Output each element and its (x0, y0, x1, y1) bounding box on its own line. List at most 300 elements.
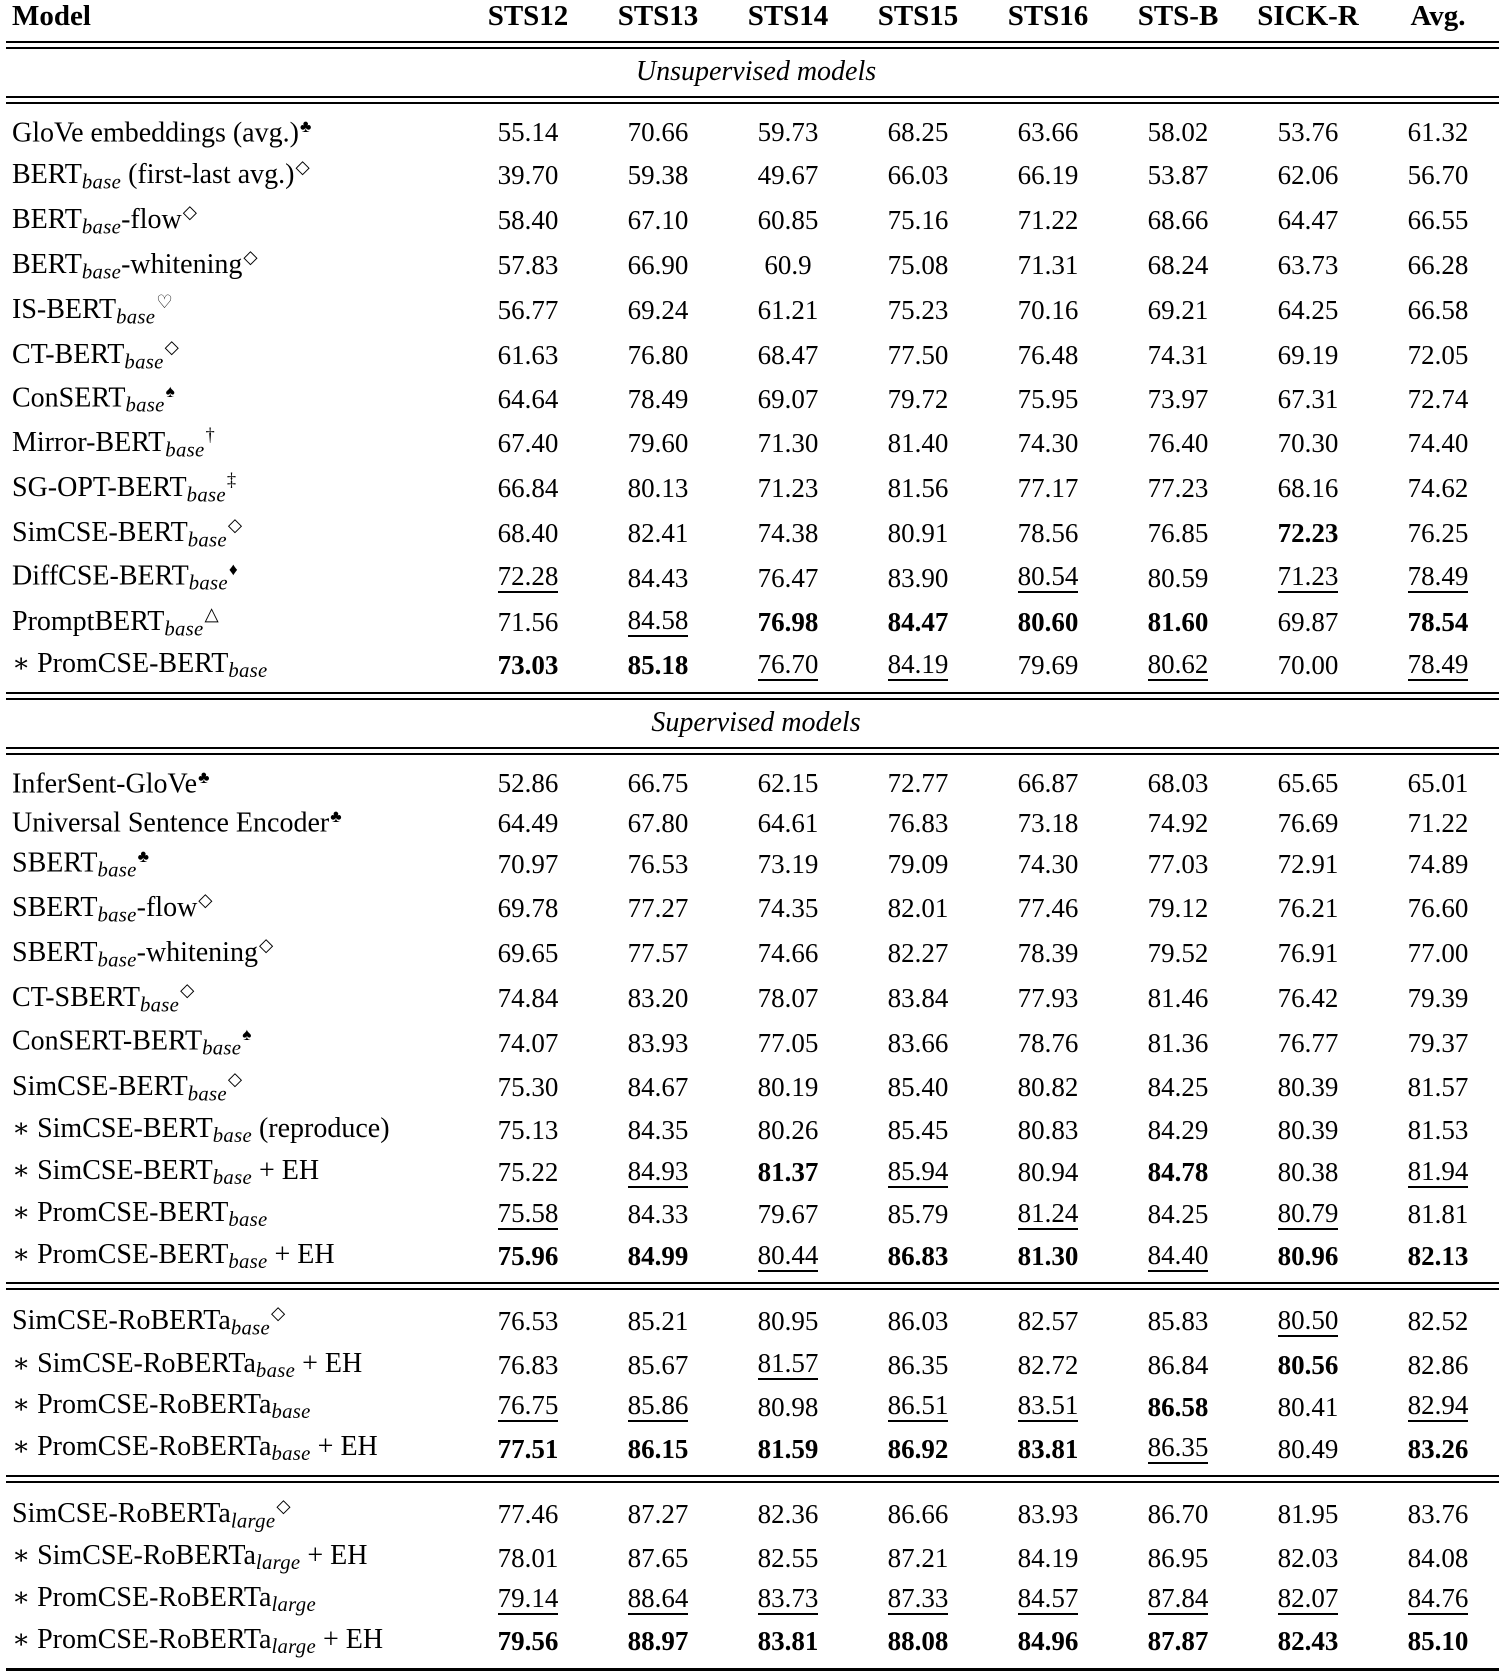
model-size-subscript: base (81, 260, 122, 283)
table-row (6, 113, 1499, 153)
model-name-text: SimCSE-RoBERTa (37, 1347, 256, 1379)
score-cell (596, 378, 726, 421)
model-name-text: DiffCSE-BERT (12, 560, 189, 592)
score-value: 79.56 (497, 1626, 559, 1657)
score-cell (726, 1194, 856, 1236)
model-size-subscript: base (228, 1208, 268, 1231)
model-name-text: SBERT (12, 937, 98, 969)
score-value: 83.81 (757, 1626, 819, 1657)
score-cell (1376, 931, 1499, 976)
score-value: 83.81 (1017, 1433, 1079, 1464)
score-cell (596, 1386, 726, 1428)
model-size-subscript: base (255, 1359, 296, 1382)
score-value: 78.01 (497, 1542, 559, 1573)
citation-marker-icon: ◇ (258, 935, 274, 956)
asterisk-icon: ∗ (12, 647, 31, 678)
model-name-text: InferSent-GloVe (12, 768, 198, 800)
score-value: 80.60 (1017, 606, 1079, 637)
score-value: 73.97 (1147, 384, 1209, 414)
score-cell (466, 931, 596, 976)
column-header-avg: Avg. (1410, 0, 1466, 32)
score-cell (466, 1428, 596, 1470)
score-cell (1246, 1492, 1376, 1537)
score-value: 74.40 (1407, 428, 1469, 459)
score-cell (986, 1537, 1116, 1579)
score-value: 55.14 (497, 117, 559, 148)
score-value: 79.69 (1017, 650, 1079, 681)
score-cell (726, 511, 856, 556)
score-value: 86.66 (887, 1499, 949, 1530)
score-value: 66.58 (1407, 294, 1469, 325)
model-size-subscript: base (228, 660, 268, 683)
score-value: 75.13 (497, 1115, 559, 1146)
model-name-cell (6, 1236, 466, 1278)
score-cell (1116, 243, 1246, 288)
score-value: 83.93 (627, 1027, 689, 1058)
score-cell (1376, 803, 1499, 843)
table-row (6, 976, 1499, 1021)
table-row (6, 466, 1499, 511)
score-cell (1246, 645, 1376, 687)
score-value: 85.18 (627, 650, 689, 681)
score-value: 82.41 (627, 518, 689, 549)
model-name-cell (6, 113, 466, 153)
score-cell (856, 1492, 986, 1537)
score-value: 84.67 (627, 1071, 689, 1102)
model-name-cell (6, 600, 466, 645)
score-value: 66.84 (497, 473, 559, 504)
model-name-text: SimCSE-BERT (37, 1154, 213, 1186)
score-value: 78.07 (757, 983, 819, 1014)
score-cell (1116, 1345, 1246, 1387)
score-cell (596, 764, 726, 804)
score-value: 64.64 (497, 384, 559, 414)
column-header-sts14: STS14 (747, 0, 829, 32)
section-label-unsupervised-models: Unsupervised models (635, 56, 877, 87)
score-cell (986, 1110, 1116, 1152)
score-value: 84.58 (627, 605, 689, 636)
score-value: 71.23 (1277, 561, 1339, 592)
score-cell (726, 1236, 856, 1278)
column-header-model: Model (12, 0, 91, 32)
score-cell (1116, 1621, 1246, 1663)
score-cell (1376, 1236, 1499, 1278)
score-value: 81.53 (1407, 1115, 1469, 1146)
score-cell (986, 1579, 1116, 1621)
score-value: 81.94 (1407, 1155, 1469, 1186)
score-cell (1246, 198, 1376, 243)
score-value: 67.10 (627, 204, 689, 235)
score-cell (1246, 1579, 1376, 1621)
score-value: 77.57 (627, 938, 689, 969)
score-cell (856, 288, 986, 333)
score-value: 74.84 (497, 983, 559, 1014)
score-cell (1376, 333, 1499, 378)
score-cell (1376, 421, 1499, 466)
score-cell (726, 1065, 856, 1110)
score-cell (1246, 1345, 1376, 1387)
model-size-subscript: base (212, 1166, 252, 1189)
model-name-text: PromCSE-RoBERTa (37, 1582, 272, 1614)
score-cell (856, 153, 986, 198)
score-value: 84.25 (1147, 1071, 1209, 1102)
score-value: 84.19 (1017, 1542, 1079, 1573)
score-value: 80.54 (1017, 561, 1079, 592)
score-value: 80.39 (1277, 1071, 1339, 1102)
score-cell (986, 645, 1116, 687)
section-label-row (6, 699, 1499, 748)
score-value: 75.95 (1017, 384, 1079, 414)
score-cell (1376, 1579, 1499, 1621)
score-value: 69.19 (1277, 339, 1339, 370)
score-cell (726, 1579, 856, 1621)
score-cell (466, 556, 596, 599)
score-value: 69.78 (497, 893, 559, 924)
score-value: 78.39 (1017, 938, 1079, 969)
score-cell (856, 1236, 986, 1278)
score-cell (726, 764, 856, 804)
score-value: 76.85 (1147, 518, 1209, 549)
score-cell (1246, 1537, 1376, 1579)
score-value: 81.56 (887, 473, 949, 504)
score-value: 80.62 (1147, 648, 1209, 679)
score-cell (1116, 803, 1246, 843)
model-name-text: SimCSE-BERT (37, 1112, 213, 1144)
score-cell (1116, 1492, 1246, 1537)
model-name-suffix: -whitening (121, 248, 243, 280)
score-value: 68.25 (887, 117, 949, 148)
score-cell (466, 1065, 596, 1110)
score-cell (986, 1428, 1116, 1470)
score-cell (1246, 1110, 1376, 1152)
citation-marker-icon: ◇ (276, 1496, 291, 1517)
score-cell (1246, 1299, 1376, 1344)
model-name-cell (6, 1299, 466, 1344)
score-value: 62.15 (757, 768, 819, 798)
score-value: 86.35 (1147, 1432, 1209, 1463)
asterisk-icon: ∗ (12, 1347, 31, 1378)
score-value: 86.83 (887, 1241, 949, 1271)
score-value: 80.26 (757, 1115, 819, 1146)
score-cell (1376, 886, 1499, 931)
score-value: 79.60 (627, 428, 689, 459)
score-cell (466, 843, 596, 886)
score-cell (986, 1492, 1116, 1537)
score-value: 72.23 (1277, 518, 1339, 549)
score-cell (1376, 843, 1499, 886)
score-cell (726, 843, 856, 886)
score-value: 80.94 (1017, 1157, 1079, 1188)
score-value: 76.42 (1277, 983, 1339, 1014)
table-row (6, 1386, 1499, 1428)
model-size-subscript: base (187, 1083, 227, 1106)
score-cell (726, 1621, 856, 1663)
rule-cell (6, 1289, 1499, 1299)
score-value: 75.58 (497, 1197, 559, 1228)
model-name-cell (6, 645, 466, 687)
score-cell (596, 803, 726, 843)
score-value: 71.30 (757, 428, 819, 459)
score-cell (1246, 243, 1376, 288)
score-value: 87.27 (627, 1499, 689, 1530)
score-cell (1116, 764, 1246, 804)
model-name-text: ConSERT-BERT (12, 1025, 203, 1057)
score-cell (856, 931, 986, 976)
score-cell (596, 198, 726, 243)
model-name-cell (6, 466, 466, 511)
score-cell (1246, 976, 1376, 1021)
score-cell (1376, 1345, 1499, 1387)
rule-cell (6, 1482, 1499, 1492)
score-cell (1116, 1236, 1246, 1278)
score-value: 82.86 (1407, 1349, 1469, 1380)
citation-marker-icon: ♡ (156, 291, 173, 312)
score-value: 84.47 (887, 606, 949, 637)
model-name-text: SimCSE-BERT (12, 517, 188, 549)
score-value: 87.65 (627, 1542, 689, 1573)
score-value: 74.31 (1147, 339, 1209, 370)
score-cell (466, 1492, 596, 1537)
score-cell (1116, 931, 1246, 976)
score-cell (856, 1194, 986, 1236)
asterisk-icon: ∗ (12, 1154, 31, 1185)
citation-marker-icon: ◇ (182, 201, 197, 222)
score-value: 76.77 (1277, 1027, 1339, 1058)
table-row (6, 511, 1499, 556)
score-cell (1116, 556, 1246, 599)
spacer (6, 754, 1499, 764)
score-value: 56.77 (497, 294, 559, 325)
score-cell (1376, 1299, 1499, 1344)
score-cell (1116, 153, 1246, 198)
score-cell (466, 1021, 596, 1064)
score-cell (466, 243, 596, 288)
score-cell (1116, 1021, 1246, 1064)
score-value: 84.43 (627, 562, 689, 593)
score-value: 81.46 (1147, 983, 1209, 1014)
score-value: 83.84 (887, 983, 949, 1014)
score-cell (1246, 511, 1376, 556)
score-cell (726, 1428, 856, 1470)
model-name-cell (6, 198, 466, 243)
score-cell (1246, 113, 1376, 153)
score-value: 86.95 (1147, 1542, 1209, 1573)
score-value: 58.40 (497, 204, 559, 235)
score-cell (596, 1021, 726, 1064)
score-value: 72.74 (1407, 384, 1469, 414)
model-name-cell (6, 1621, 466, 1663)
score-cell (726, 288, 856, 333)
score-value: 65.65 (1277, 768, 1339, 798)
score-cell (466, 1299, 596, 1344)
score-cell (1246, 1621, 1376, 1663)
score-cell (596, 333, 726, 378)
score-cell (1246, 288, 1376, 333)
citation-marker-icon: ♦ (228, 560, 238, 580)
score-value: 80.91 (887, 518, 949, 549)
model-name-cell (6, 1537, 466, 1579)
model-name-suffix: -whitening (136, 937, 258, 969)
score-cell (726, 1537, 856, 1579)
score-cell (856, 976, 986, 1021)
score-cell (1246, 886, 1376, 931)
score-cell (726, 243, 856, 288)
model-name-text: BERT (12, 203, 82, 235)
citation-marker-icon: ♠ (242, 1025, 252, 1045)
score-value: 87.87 (1147, 1626, 1209, 1657)
score-cell (726, 198, 856, 243)
model-name-suffix: + EH (310, 1431, 378, 1463)
score-value: 66.19 (1017, 159, 1079, 190)
score-cell (596, 1299, 726, 1344)
score-cell (1376, 1065, 1499, 1110)
model-name-text: SimCSE-RoBERTa (12, 1305, 231, 1337)
score-cell (466, 764, 596, 804)
model-size-subscript: base (164, 618, 204, 641)
score-value: 81.57 (757, 1348, 819, 1379)
score-value: 82.57 (1017, 1306, 1079, 1337)
score-cell (856, 466, 986, 511)
citation-marker-icon: ♣ (198, 767, 210, 787)
score-value: 86.58 (1147, 1391, 1209, 1422)
model-size-subscript: large (271, 1636, 316, 1659)
model-size-subscript: base (97, 949, 137, 972)
model-name-cell (6, 556, 466, 599)
score-cell (856, 556, 986, 599)
score-value: 88.97 (627, 1626, 689, 1657)
score-value: 39.70 (497, 159, 559, 190)
column-header-sick-r: SICK-R (1257, 0, 1359, 32)
score-value: 66.87 (1017, 768, 1079, 798)
score-value: 76.70 (757, 648, 819, 679)
score-value: 86.84 (1147, 1349, 1209, 1380)
score-value: 76.69 (1277, 807, 1339, 838)
table-row (6, 1152, 1499, 1194)
model-name-text: PromCSE-RoBERTa (37, 1431, 272, 1463)
score-value: 81.40 (887, 428, 949, 459)
score-cell (1246, 1428, 1376, 1470)
score-value: 69.65 (497, 938, 559, 969)
score-cell (856, 600, 986, 645)
model-name-suffix: + EH (300, 1540, 368, 1572)
score-value: 69.07 (757, 384, 819, 414)
score-value: 84.33 (627, 1199, 689, 1230)
score-value: 85.40 (887, 1071, 949, 1102)
score-cell (986, 333, 1116, 378)
citation-marker-icon: ◇ (295, 156, 310, 177)
score-cell (986, 1299, 1116, 1344)
score-cell (466, 1579, 596, 1621)
score-cell (596, 976, 726, 1021)
table-row (6, 243, 1499, 288)
model-name-cell (6, 1110, 466, 1152)
spacer (6, 1289, 1499, 1299)
score-value: 76.53 (627, 849, 689, 880)
score-cell (1376, 1152, 1499, 1194)
score-value: 64.61 (757, 807, 819, 838)
column-header-sts15: STS15 (877, 0, 959, 32)
score-cell (726, 1492, 856, 1537)
score-value: 63.66 (1017, 117, 1079, 148)
score-cell (1246, 1152, 1376, 1194)
score-value: 83.26 (1407, 1433, 1469, 1464)
model-name-cell (6, 511, 466, 556)
score-value: 87.84 (1147, 1583, 1209, 1614)
score-cell (986, 931, 1116, 976)
score-value: 85.10 (1407, 1626, 1469, 1657)
score-cell (986, 288, 1116, 333)
score-value: 69.24 (627, 294, 689, 325)
score-value: 80.50 (1277, 1304, 1339, 1335)
score-value: 70.16 (1017, 294, 1079, 325)
score-cell (1116, 511, 1246, 556)
score-value: 79.72 (887, 384, 949, 414)
score-value: 78.49 (1407, 561, 1469, 592)
score-value: 62.06 (1277, 159, 1339, 190)
score-cell (1376, 1110, 1499, 1152)
score-cell (1246, 421, 1376, 466)
score-cell (596, 1537, 726, 1579)
table-row (6, 600, 1499, 645)
score-value: 74.30 (1017, 428, 1079, 459)
score-value: 84.78 (1147, 1157, 1209, 1188)
score-value: 69.21 (1147, 294, 1209, 325)
score-cell (726, 803, 856, 843)
score-cell (856, 1021, 986, 1064)
column-header-sts-b: STS-B (1137, 0, 1219, 32)
score-value: 59.73 (757, 117, 819, 148)
citation-marker-icon: ♣ (299, 117, 312, 136)
table-row (6, 1236, 1499, 1278)
score-value: 75.96 (497, 1241, 559, 1271)
model-name-cell (6, 288, 466, 333)
model-size-subscript: base (97, 904, 137, 927)
score-value: 68.40 (497, 518, 559, 549)
score-cell (1246, 378, 1376, 421)
score-cell (596, 288, 726, 333)
model-name-cell (6, 803, 466, 843)
score-cell (466, 1386, 596, 1428)
score-cell (596, 1579, 726, 1621)
model-name-text: Mirror-BERT (12, 427, 166, 459)
score-value: 61.63 (497, 339, 559, 370)
score-value: 76.48 (1017, 339, 1079, 370)
model-name-text: PromCSE-BERT (37, 1238, 229, 1270)
score-value: 85.45 (887, 1115, 949, 1146)
score-value: 80.49 (1277, 1433, 1339, 1464)
score-cell (466, 976, 596, 1021)
score-cell (986, 1065, 1116, 1110)
score-value: 59.38 (627, 159, 689, 190)
score-value: 74.07 (497, 1027, 559, 1058)
score-value: 49.67 (757, 159, 819, 190)
score-cell (466, 645, 596, 687)
model-size-subscript: base (139, 994, 180, 1017)
score-value: 84.40 (1147, 1239, 1209, 1270)
score-cell (856, 886, 986, 931)
score-value: 77.17 (1017, 473, 1079, 504)
score-value: 85.94 (887, 1155, 949, 1186)
score-value: 76.80 (627, 339, 689, 370)
score-cell (726, 1345, 856, 1387)
score-cell (986, 243, 1116, 288)
score-cell (1376, 243, 1499, 288)
asterisk-icon: ∗ (12, 1582, 31, 1613)
score-cell (986, 1621, 1116, 1663)
asterisk-icon: ∗ (12, 1540, 31, 1571)
citation-marker-icon: ◇ (164, 336, 179, 357)
score-value: 76.83 (497, 1349, 559, 1380)
